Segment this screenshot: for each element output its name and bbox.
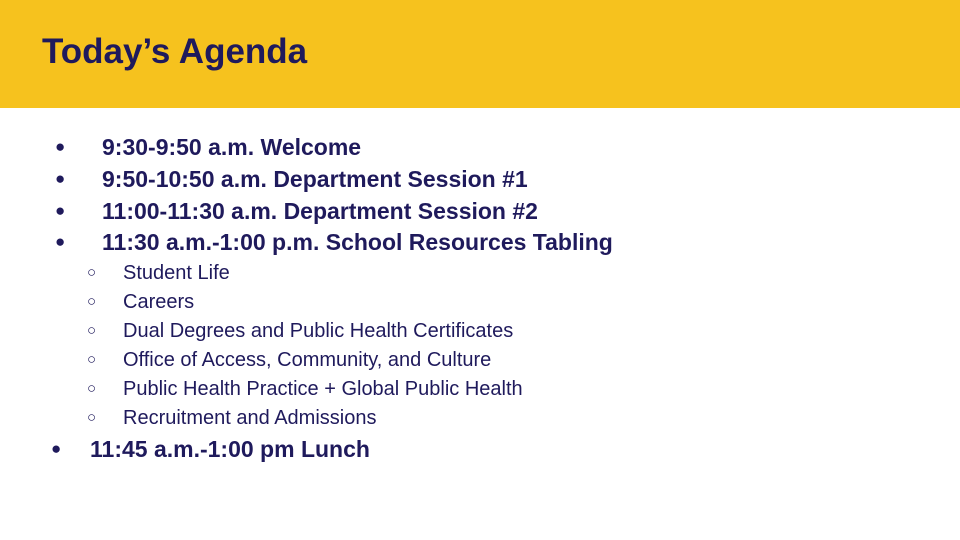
hollow-bullet-icon: ○ xyxy=(87,322,97,339)
bullet-icon: ● xyxy=(55,232,66,251)
bullet-icon: ● xyxy=(55,169,66,188)
agenda-item-text: 11:45 a.m.-1:00 pm Lunch xyxy=(90,436,370,462)
agenda-item-text: 11:00-11:30 a.m. Department Session #2 xyxy=(102,198,538,224)
agenda-item-text: 11:30 a.m.-1:00 p.m. School Resources Tabling xyxy=(102,229,613,255)
agenda-subitem-text: Office of Access, Community, and Culture xyxy=(123,349,492,371)
bullet-icon: ● xyxy=(51,439,62,458)
hollow-bullet-icon: ○ xyxy=(87,293,97,310)
agenda-subitem-text: Careers xyxy=(123,291,195,313)
agenda-item-text: 9:30-9:50 a.m. Welcome xyxy=(102,134,362,160)
hollow-bullet-icon: ○ xyxy=(87,409,97,426)
agenda-subitem-text: Recruitment and Admissions xyxy=(123,407,377,429)
agenda-item-text: 9:50-10:50 a.m. Department Session #1 xyxy=(102,166,528,192)
bullet-icon: ● xyxy=(55,137,66,156)
slide-title: Today’s Agenda xyxy=(42,32,308,71)
agenda-subitem-text: Dual Degrees and Public Health Certificates xyxy=(123,320,514,342)
hollow-bullet-icon: ○ xyxy=(87,380,97,397)
agenda-subitem-text: Public Health Practice + Global Public Health xyxy=(123,378,523,400)
hollow-bullet-icon: ○ xyxy=(87,351,97,368)
hollow-bullet-icon: ○ xyxy=(87,264,97,281)
agenda-subitem-text: Student Life xyxy=(123,262,230,284)
bullet-icon: ● xyxy=(55,201,66,220)
